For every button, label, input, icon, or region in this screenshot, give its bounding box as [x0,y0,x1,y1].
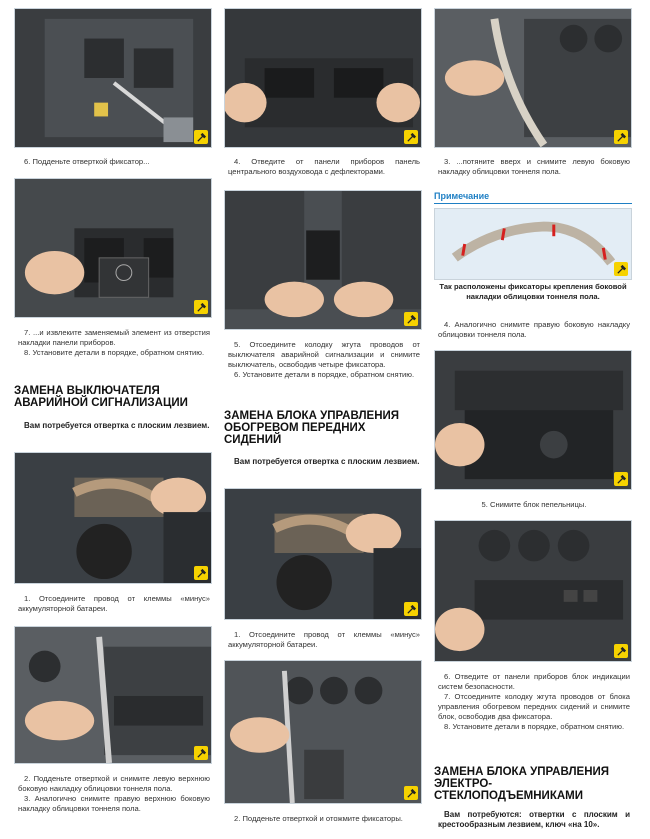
tools-needed: Вам потребуются: отвертки с плоским и крестообразным лезвием, ключ «на 10». [438,810,630,829]
photo-press-clips [224,660,422,804]
caption-step-3: 3. ...потяните вверх и снимите левую боковую накладку облицовки тоннеля пола. [438,157,630,176]
photo-clip-locations [434,208,632,280]
wrench-icon [194,566,208,580]
photo-safety-indicator-block [434,520,632,662]
column-right [434,0,632,839]
heading-window-control-block: ЗАМЕНА БЛОКА УПРАВЛЕНИЯ ЭЛЕКТРО-СТЕКЛОПОДЪЕМНИКАМИ [434,766,610,802]
wrench-icon [614,644,628,658]
caption-step-5-6: 5. Отсоедините колодку жгута проводов от выключателя аварийной сигнализации и снимите выключатель, освободив четыре фиксатора. 6. Установите детали в порядке, обратном снятию. [228,340,420,379]
screwdriver-icon [404,786,418,800]
photo-ashtray-block [434,350,632,490]
caption-step-1: 1. Отсоедините провод от клеммы «минус» аккумуляторной батареи. [18,594,210,613]
tools-needed: Вам потребуется отвертка с плоским лезвием. [234,457,420,466]
screwdriver-icon [194,130,208,144]
wrench-icon [404,312,418,326]
photo-left-trim [14,626,212,764]
photo-battery-terminal-2 [224,488,422,620]
wrench-icon [404,130,418,144]
wrench-icon [614,472,628,486]
heading-hazard-switch: ЗАМЕНА ВЫКЛЮЧАТЕЛЯ АВАРИЙНОЙ СИГНАЛИЗАЦИИ [14,385,188,409]
caption-step-6: 6. Подденьте отверткой фиксатор... [24,157,150,166]
photo-remove-element [14,178,212,318]
wrench-icon [404,602,418,616]
photo-hazard-connector [224,190,422,330]
photo-pull-trim [434,8,632,148]
tools-needed: Вам потребуется отвертка с плоским лезвием. [24,421,210,430]
screwdriver-icon [194,300,208,314]
caption-step-1: 1. Отсоедините провод от клеммы «минус» аккумуляторной батареи. [228,630,420,649]
screwdriver-icon [194,746,208,760]
caption-step-6-8: 6. Отведите от панели приборов блок индикации систем безопасности. 7. Отсоедините колодку жгута проводов от блока управления обогревом передних сидений и снимите блок, освободив два фиксатора. 8. Установите детали в порядке, обратном снятию. [438,672,630,731]
caption-step-2-3: 2. Подденьте отверткой и снимите левую верхнюю боковую накладку облицовки тоннеля пола. 3. Аналогично снимите правую верхнюю боковую накладку облицовки тоннеля пола. [18,774,210,813]
caption-step-7-8: 7. ...и извлеките заменяемый элемент из отверстия накладки панели приборов. 8. Установите детали в порядке, обратном снятию. [18,328,210,357]
caption-step-4: 4. Отведите от панели приборов панель центрального воздуховода с дефлекторами. [228,157,420,176]
note-caption: Так расположены фиксаторы крепления боковой накладки облицовки тоннеля пола. [439,282,627,301]
note-title: Примечание [434,190,632,204]
photo-battery-terminal [14,452,212,584]
heading-seat-heater-block: ЗАМЕНА БЛОКА УПРАВЛЕНИЯ ОБОГРЕВОМ ПЕРЕДНИХ СИДЕНИЙ [224,410,400,446]
wrench-icon [614,130,628,144]
caption-step-2: 2. Подденьте отверткой и отожмите фиксаторы. [234,814,403,823]
caption-step-5: 5. Снимите блок пепельницы. [481,500,587,509]
column-middle [224,0,422,839]
photo-air-duct-panel [224,8,422,148]
photo-pry-clip [14,8,212,148]
caption-step-4: 4. Аналогично снимите правую боковую накладку облицовки тоннеля пола. [438,320,630,339]
column-left [14,0,212,839]
wrench-icon [614,262,628,276]
